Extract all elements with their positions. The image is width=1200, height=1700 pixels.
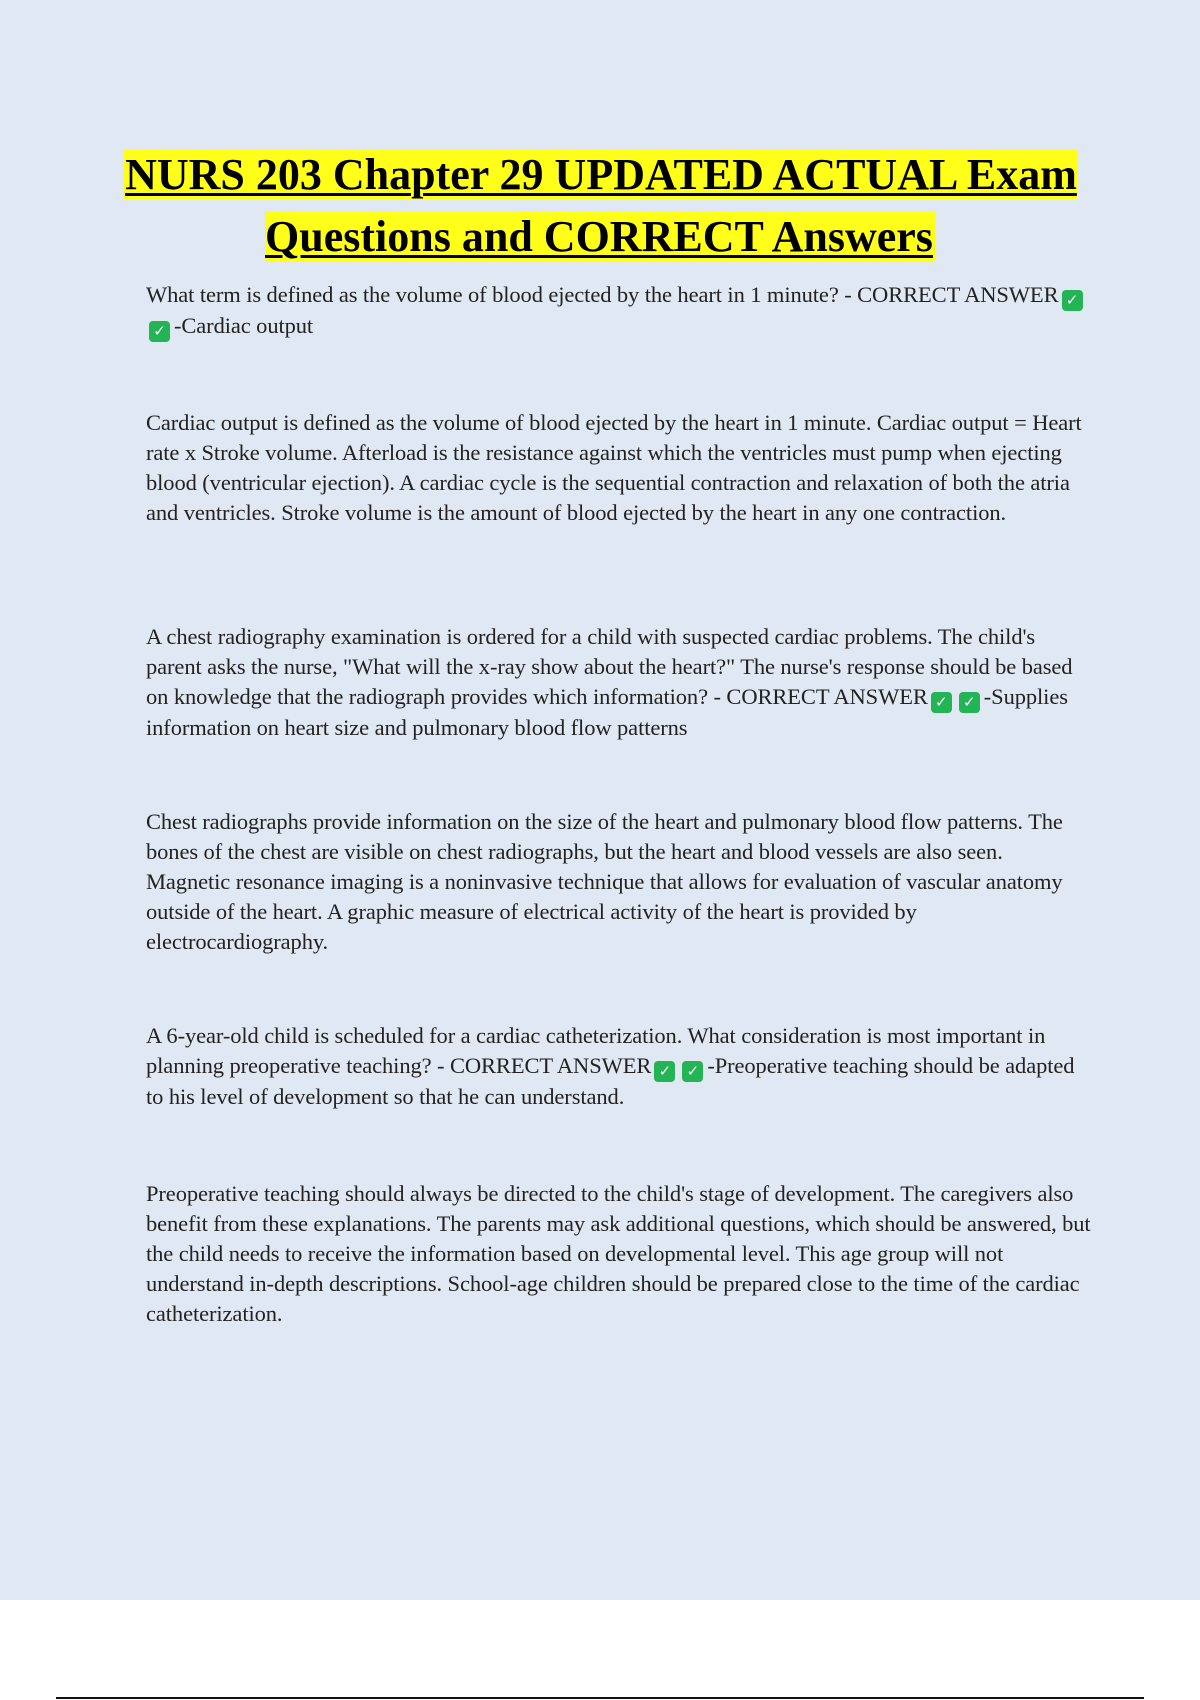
answer-3-text: -Preoperative teaching should be adapted to his level of development so that he can understand. (146, 1053, 1075, 1109)
question-1-text: What term is defined as the volume of blood ejected by the heart in 1 minute? - CORRECT ANSWER (146, 282, 1059, 307)
check-mark-icon: ✓ (654, 1061, 675, 1082)
question-1 (146, 280, 1092, 342)
rationale-2: Chest radiographs provide information on the size of the heart and pulmonary blood flow patterns. The bones of the chest are visible on chest radiographs, but the heart and blood vessels are also seen. Magnetic resonance imaging is a noninvasive technique that allows for evaluation of vascular anatomy outside of the heart. A graphic measure of electrical activity of the heart is provided by electrocardiography. (146, 809, 1063, 954)
question-3 (146, 1021, 1092, 1112)
answer-2-text: -Supplies information on heart size and pulmonary blood flow patterns (146, 684, 1068, 740)
rationale-3: Preoperative teaching should always be directed to the child's stage of development. The caregivers also benefit from these explanations. The parents may ask additional questions, which should be answered, but the child needs to receive the information based on developmental level. This age group will not understand in-depth descriptions. School-age children should be prepared close to the time of the cardiac catheterization. (146, 1181, 1091, 1326)
footer-divider (56, 1697, 1144, 1699)
question-2-text: A chest radiography examination is ordered for a child with suspected cardiac problems. The child's parent asks the nurse, "What will the x-ray show about the heart?" The nurse's response should be based on knowledge that the radiograph provides which information? - CORRECT ANSWER (146, 624, 1073, 709)
document-title (100, 144, 1100, 268)
check-mark-icon: ✓ (149, 321, 170, 342)
question-3-text: A 6-year-old child is scheduled for a cardiac catheterization. What consideration is most important in planning preoperative teaching? - CORRECT ANSWER (146, 1023, 1046, 1078)
answer-1-text: -Cardiac output (174, 313, 314, 338)
check-mark-icon: ✓ (1062, 290, 1083, 311)
check-mark-icon: ✓ (682, 1061, 703, 1082)
document-title-text: NURS 203 Chapter 29 UPDATED ACTUAL Exam Questions and CORRECT Answers (125, 150, 1077, 261)
check-mark-icon: ✓ (931, 692, 952, 713)
rationale-1: Cardiac output is defined as the volume of blood ejected by the heart in 1 minute. Cardiac output = Heart rate x Stroke volume. Afterload is the resistance against which the ventricles must pump when ejecting blood (ventricular ejection). A cardiac cycle is the sequential contraction and relaxation of both the atria and ventricles. Stroke volume is the amount of blood ejected by the heart in any one contraction. (146, 410, 1082, 525)
check-mark-icon: ✓ (959, 692, 980, 713)
question-2 (146, 622, 1092, 743)
